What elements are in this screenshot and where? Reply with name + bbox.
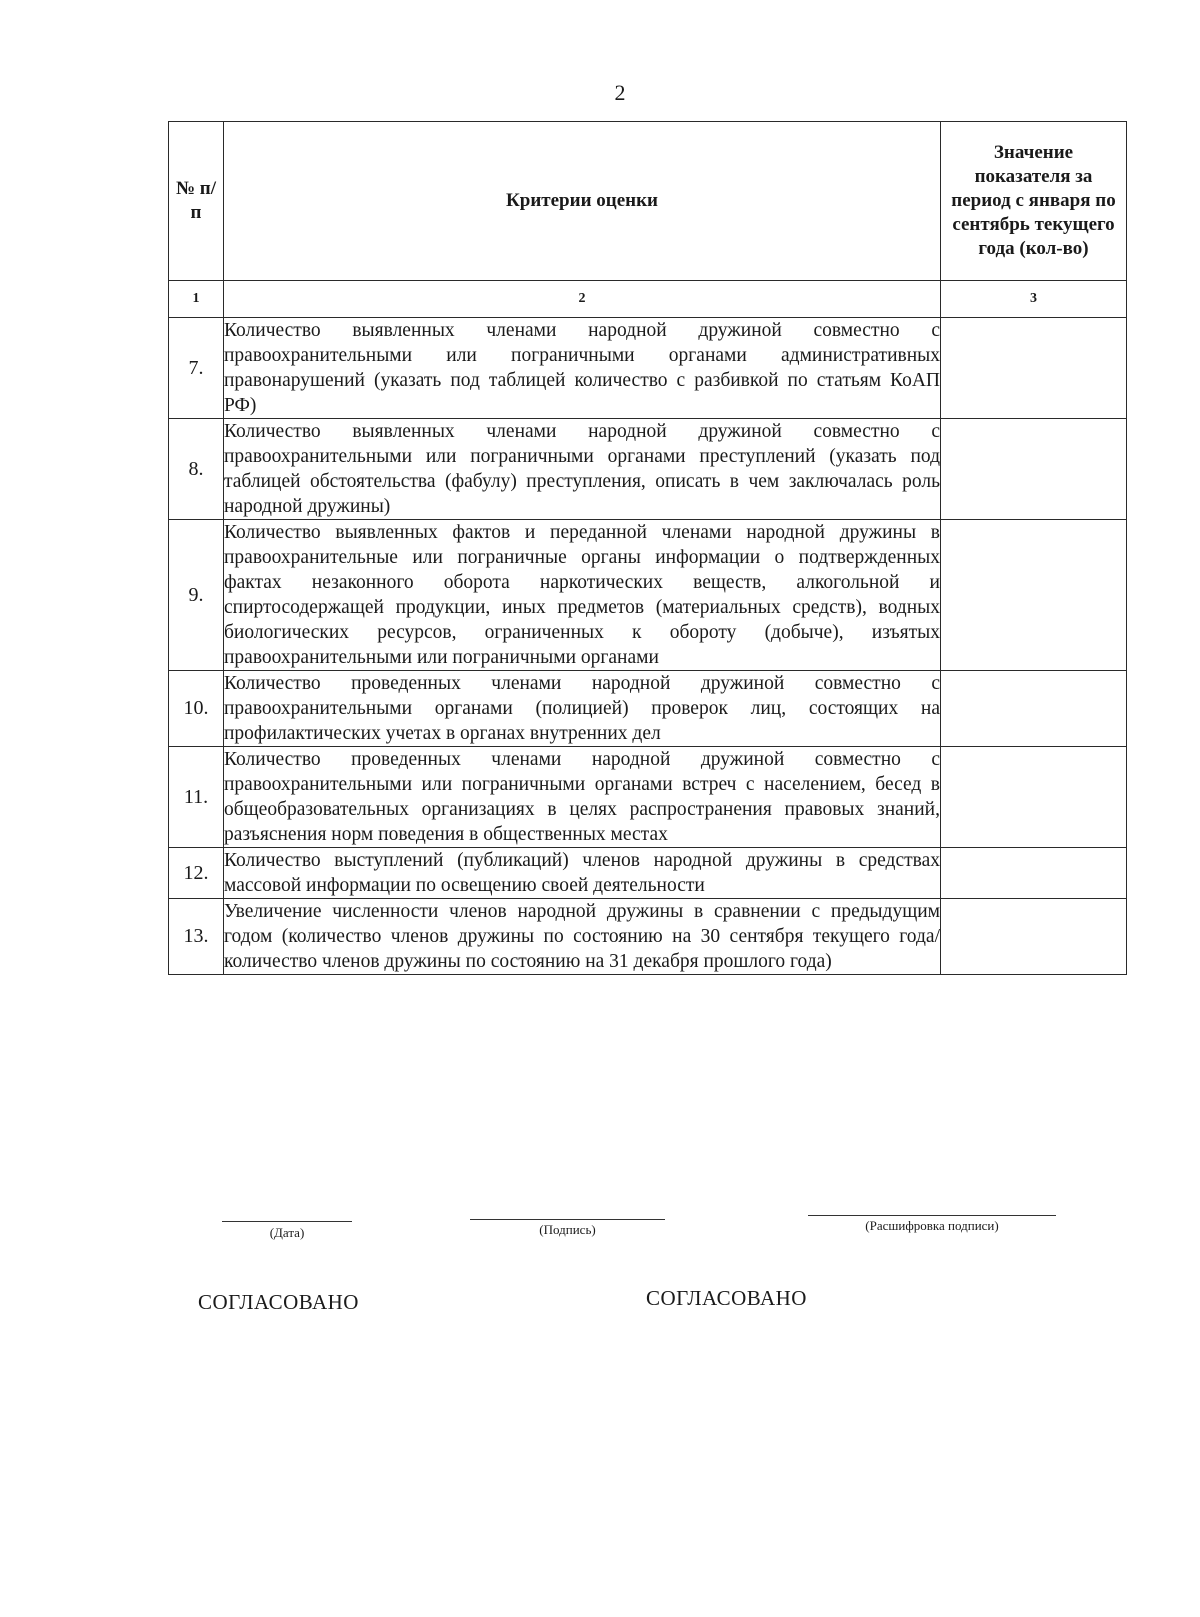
decoding-caption: (Расшифровка подписи) [865,1218,999,1233]
date-line [222,1221,352,1222]
decoding-line [808,1215,1056,1216]
row-criteria-text: Количество проведенных членами народной дружиной совместно с правоохранительными или пограничными органами встреч с населением, бесед в общеобразовательных организациях в целях распространения правовых знаний, разъяснения норм поведения в общественных местах [224,747,941,848]
row-number: 8. [169,419,224,520]
row-value-cell[interactable] [941,419,1127,520]
row-criteria-text: Количество выявленных членами народной дружиной совместно с правоохранительными или пограничными органами преступлений (указать под таблицей обстоятельства (фабулу) преступления, описать в чем заключалась роль народной дружины) [224,419,941,520]
row-number: 11. [169,747,224,848]
table-row [169,899,1127,975]
row-criteria-text: Количество проведенных членами народной дружиной совместно с правоохранительными органами (полицией) проверок лиц, состоящих на профилактических учетах в органах внутренних дел [224,671,941,747]
row-criteria-text: Количество выступлений (публикаций) членов народной дружины в средствах массовой информации по освещению своей деятельности [224,848,941,899]
row-value-cell[interactable] [941,671,1127,747]
row-criteria-text: Увеличение численности членов народной дружины в сравнении с предыдущим годом (количество членов дружины по состоянию на 30 сентября текущего года/ количество членов дружины по состоянию на 31 декабря прошлого года) [224,899,941,975]
table-row [169,419,1127,520]
row-value-cell[interactable] [941,520,1127,671]
row-value-cell[interactable] [941,318,1127,419]
index-cell-1: 1 [169,281,224,318]
table-index-row [169,281,1127,318]
table-row [169,318,1127,419]
index-cell-3: 3 [941,281,1127,318]
row-criteria-text: Количество выявленных членами народной дружиной совместно с правоохранительными или пограничными органами административных правонарушений (указать под таблицей количество с разбивкой по статьям КоАП РФ) [224,318,941,419]
table-row [169,747,1127,848]
page-number: 2 [614,80,626,105]
row-number: 10. [169,671,224,747]
row-value-cell[interactable] [941,747,1127,848]
header-criteria: Критерии оценки [224,122,941,281]
row-number: 7. [169,318,224,419]
header-value: Значение показателя за период с января по сентябрь текущего года (кол-во) [941,122,1127,281]
index-cell-2: 2 [224,281,941,318]
table-row [169,848,1127,899]
header-num: № п/п [169,122,224,281]
date-caption: (Дата) [269,1225,305,1240]
row-value-cell[interactable] [941,848,1127,899]
row-number: 9. [169,520,224,671]
approval-right: СОГЛАСОВАНО [646,1286,807,1310]
table-header-row [169,122,1127,281]
signature-caption: (Подпись) [539,1222,596,1237]
criteria-table [168,121,1127,975]
row-number: 13. [169,899,224,975]
approval-left: СОГЛАСОВАНО [198,1290,359,1314]
table-row [169,520,1127,671]
table-row [169,671,1127,747]
row-value-cell[interactable] [941,899,1127,975]
signature-line [470,1219,665,1220]
row-number: 12. [169,848,224,899]
row-criteria-text: Количество выявленных фактов и переданной членами народной дружины в правоохранительные или пограничные органы информации о подтвержденных фактах незаконного оборота наркотических веществ, алкогольной и спиртосодержащей продукции, иных предметов (материальных средств), водных биологических ресурсов, ограниченных к обороту (добыче), изъятых правоохранительными или пограничными органами [224,520,941,671]
